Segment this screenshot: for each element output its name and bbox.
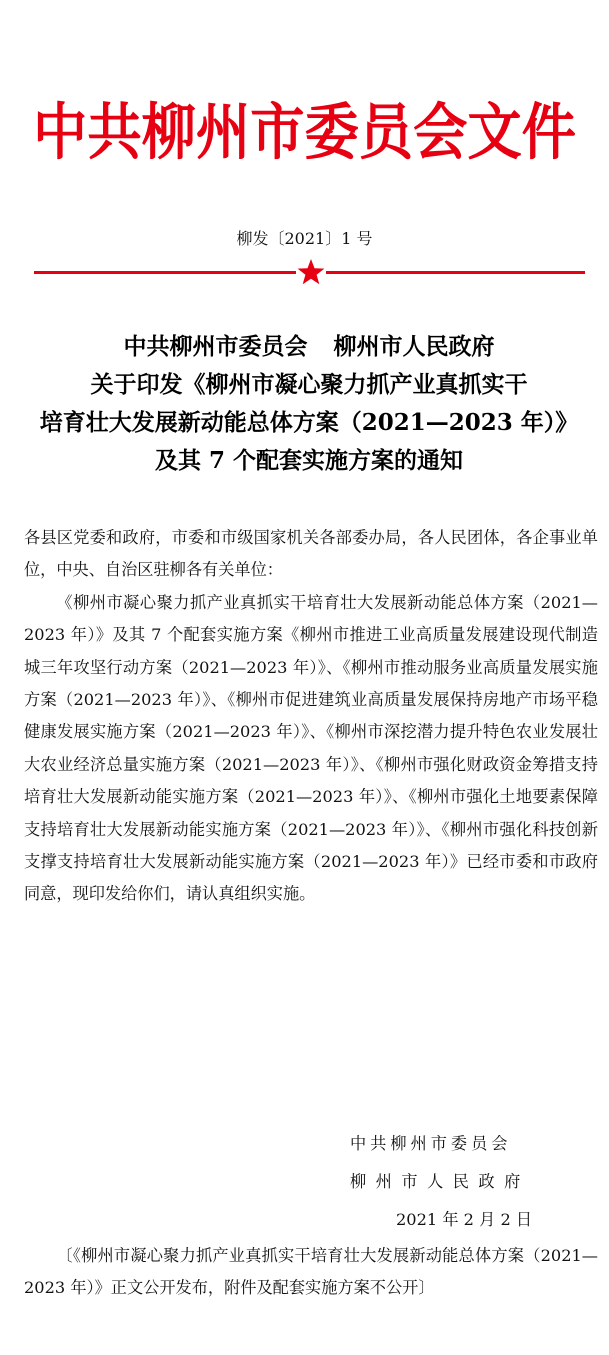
body-paragraph: 《柳州市凝心聚力抓产业真抓实干培育壮大发展新动能总体方案（2021—2023 年）》及其 7 个配套实施方案《柳州市推进工业高质量发展建设现代制造城三年攻坚行动方案（2021—2023 年）》、《柳州市推动服务业高质量发展实施方案（2021—2023 年）》、《柳州市促进建筑业高质量发展保持房地产市场平稳健康发展实施方案（2021—2023 年）》、《柳州市深挖潜力提升特色农业发展壮大农业经济总量实施方案（2021—2023 年）》、《柳州市强化财政资金筹措支持培育壮大发展新动能实施方案（2021—2023 年）》、《柳州市强化土地要素保障支持培育壮大发展新动能实施方案（2021—2023 年）》、《柳州市强化科技创新支撑支持培育壮大发展新动能实施方案（2021—2023 年）》已经市委和市政府同意，现印发给你们，请认真组织实施。 [24,592,598,904]
title-line-1 [20,328,598,366]
addressee: 各县区党委和政府，市委和市级国家机关各部委办局，各人民团体，各企事业单位，中央、自治区驻柳各有关单位： [24,528,598,580]
red-star-icon [296,257,326,287]
red-rule-right [326,271,585,274]
signature-date: 2021 年 2 月 2 日 [396,1210,533,1229]
notice-body [24,522,598,911]
publication-note: 〔《柳州市凝心聚力抓产业真抓实干培育壮大发展新动能总体方案（2021—2023 年）》正文公开发布，附件及配套实施方案不公开〕 [24,1246,598,1298]
red-rule-left [34,271,296,274]
document-number: 柳发〔2021〕1 号 [236,229,373,248]
title-line-4: 及其 7 个配套实施方案的通知 [154,447,464,474]
title-line-2: 关于印发《柳州市凝心聚力抓产业真抓实干 [90,371,528,398]
title-issuer-party: 中共柳州市委员会 [123,333,308,360]
signature-government: 柳州市人民政府 [350,1172,530,1191]
signature-party-committee: 中共柳州市委员会 [350,1134,512,1153]
title-issuer-government: 柳州市人民政府 [333,333,495,360]
title-line-3: 培育壮大发展新动能总体方案（2021—2023 年）》 [39,409,579,436]
masthead-title: 中共柳州市委员会文件 [33,96,576,168]
notice-title [20,328,598,480]
